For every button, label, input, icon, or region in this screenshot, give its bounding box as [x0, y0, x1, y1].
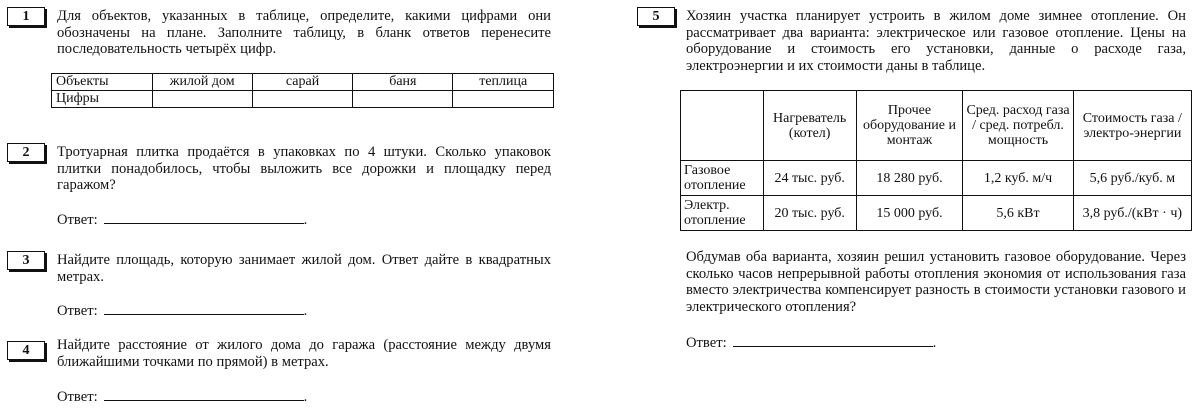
electric-heater: 20 тыс. руб. — [763, 196, 856, 231]
gas-heater: 24 тыс. руб. — [763, 161, 856, 196]
row-gas-label: Газовое отопление — [681, 161, 764, 196]
electric-cost: 3,8 руб./(кВт · ч) — [1073, 196, 1191, 231]
task-4-answer-line[interactable] — [104, 388, 304, 401]
task-number-1: 1 — [7, 7, 45, 26]
digit-cell-bath[interactable] — [353, 91, 453, 108]
header-cost: Стоимость газа / электро-энергии — [1073, 91, 1191, 161]
gas-consumption: 1,2 куб. м/ч — [963, 161, 1073, 196]
task-number-5: 5 — [637, 7, 675, 26]
object-shed: сарай — [252, 74, 352, 91]
task-4-answer[interactable]: Ответ: . — [57, 389, 308, 405]
task-3-text: Найдите площадь, которую занимает жилой дом. Ответ дайте в квадратных метрах. — [57, 252, 551, 285]
task-3-answer-label: Ответ: — [57, 303, 98, 319]
header-consumption: Сред. расход газа / сред. потребл. мощность — [963, 91, 1073, 161]
header-equipment: Прочее оборудование и монтаж — [856, 91, 963, 161]
digit-cell-greenhouse[interactable] — [453, 91, 554, 108]
task-5-text: Хозяин участка планирует устроить в жилом доме зимнее отопление. Он рассматривает два варианта: электрическое или газовое отопление. Цены на оборудование и стоимость его установки, данные о расходе газа, электроэнергии и их стоимости даны в таблице. — [686, 8, 1186, 74]
row-electric-label: Электр. отопление — [681, 196, 764, 231]
heating-table — [680, 90, 1192, 231]
task-5-answer[interactable]: Ответ: . — [686, 335, 937, 351]
task-3-answer-line[interactable] — [104, 302, 304, 315]
task-3-answer[interactable]: Ответ: . — [57, 303, 308, 319]
digits-label: Цифры — [52, 91, 153, 108]
task-2-answer-label: Ответ: — [57, 212, 98, 228]
digit-cell-house[interactable] — [152, 91, 252, 108]
header-heater: Нагреватель (котел) — [763, 91, 856, 161]
objects-header: Объекты — [52, 74, 153, 91]
task-number-4: 4 — [7, 341, 45, 360]
gas-equipment: 18 280 руб. — [856, 161, 963, 196]
task-1-text: Для объектов, указанных в таблице, определите, какими цифрами они обозначены на плане. Заполните таблицу, в бланк ответов перенесите последовательность четырёх цифр. — [57, 8, 551, 58]
task-5-answer-label: Ответ: — [686, 335, 727, 351]
object-bath: баня — [353, 74, 453, 91]
object-house: жилой дом — [152, 74, 252, 91]
gas-cost: 5,6 руб./куб. м — [1073, 161, 1191, 196]
electric-equipment: 15 000 руб. — [856, 196, 963, 231]
task-number-3: 3 — [7, 251, 45, 270]
object-greenhouse: теплица — [453, 74, 554, 91]
objects-table — [51, 73, 554, 108]
task-2-text: Тротуарная плитка продаётся в упаковках по 4 штуки. Сколько упаковок плитки понадобилось, чтобы выложить все дорожки и площадку перед гаражом? — [57, 144, 551, 194]
task-number-2: 2 — [7, 143, 45, 162]
task-2-answer-line[interactable] — [104, 211, 304, 224]
task-4-text: Найдите расстояние от жилого дома до гаража (расстояние между двумя ближайшими точками по прямой) в метрах. — [57, 337, 551, 370]
digit-cell-shed[interactable] — [252, 91, 352, 108]
task-4-answer-label: Ответ: — [57, 389, 98, 405]
task-2-answer[interactable]: Ответ: . — [57, 212, 308, 228]
task-5-answer-line[interactable] — [733, 334, 933, 347]
electric-consumption: 5,6 кВт — [963, 196, 1073, 231]
task-5-question: Обдумав оба варианта, хозяин решил установить газовое оборудование. Через сколько часов непрерывной работы отопления экономия от использования газа вместо электричества компенсирует разность в стоимости установки газового и электрического отопления? — [686, 249, 1186, 315]
table-corner — [681, 91, 764, 161]
